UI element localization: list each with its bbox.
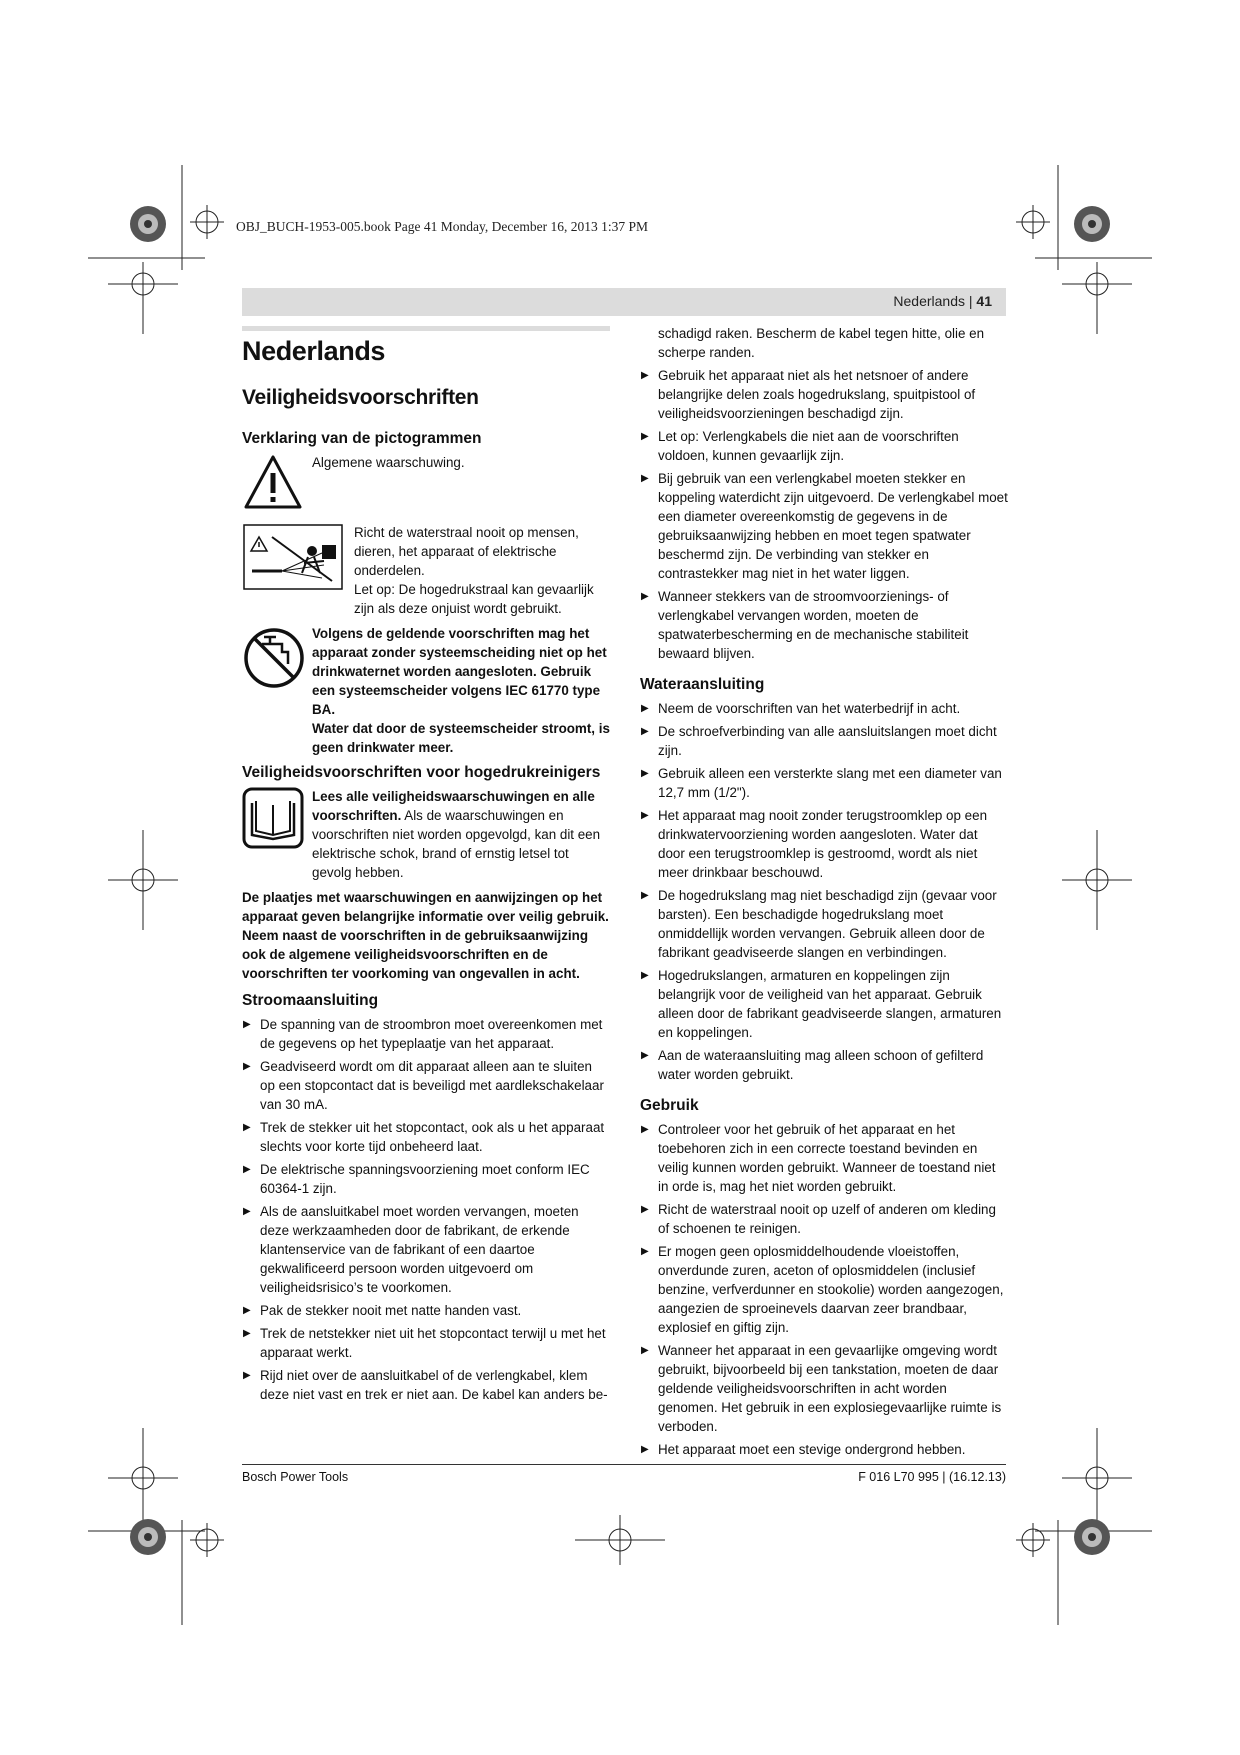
picto-text: Let op: De hogedrukstraal kan gevaarlijk zijn als deze onjuist wordt gebruikt. xyxy=(354,582,594,616)
water-list xyxy=(640,699,1008,1084)
paragraph: De plaatjes met waarschuwingen en aanwijzingen op het apparaat geven belangrijke informatie over veilig gebruik. xyxy=(242,890,609,924)
list-item: ▶ Er mogen geen oplosmiddelhoudende vloeistoffen, onverdunde zuren, aceton of oplosmiddelen (inclusief benzine, verfverdunner en stookolie) worden aangezogen, aangezien de sproeinevels daarvan zeer brandbaar, explosief en giftig zijn. xyxy=(640,1242,1008,1337)
list-item: ▶ Trek de netstekker niet uit het stopcontact terwijl u met het apparaat werkt. xyxy=(242,1324,610,1362)
power-list xyxy=(242,1015,610,1404)
book-slug: OBJ_BUCH-1953-005.book Page 41 Monday, December 16, 2013 1:37 PM xyxy=(236,219,648,234)
right-column xyxy=(640,324,1008,1463)
power-heading: Stroomaansluiting xyxy=(242,992,379,1009)
footer-rule xyxy=(242,1464,1006,1465)
no-drinking-water-icon xyxy=(242,624,312,757)
picto-text xyxy=(312,787,610,882)
water-heading: Wateraansluiting xyxy=(640,676,765,693)
footer-right: F 016 L70 995 | (16.12.13) xyxy=(858,1470,1006,1484)
list-item: ▶ Richt de waterstraal nooit op uzelf of anderen om kleding of schoenen te reinigen. xyxy=(640,1200,1008,1238)
pictograms-heading: Verklaring van de pictogrammen xyxy=(242,430,482,447)
picto-bold-text: Lees alle veiligheidswaarschuwingen en alle voorschriften. xyxy=(312,789,595,823)
pictogram-row xyxy=(242,523,610,618)
list-item: ▶ Pak de stekker nooit met natte handen vast. xyxy=(242,1301,610,1320)
header-bar xyxy=(242,288,1006,316)
list-item: ▶ Controleer voor het gebruik of het apparaat en het toebehoren zich in een correcte toestand bevinden en veilig kunnen worden gebruikt. Wanneer de toestand niet in orde is, mag het niet worden gebruikt. xyxy=(640,1120,1008,1196)
pictogram-row xyxy=(242,787,610,882)
use-heading: Gebruik xyxy=(640,1097,699,1114)
page-number: 41 xyxy=(976,293,992,309)
running-header xyxy=(893,293,992,309)
picto-text: Richt de waterstraal nooit op mensen, dieren, het apparaat of elektrische onderdelen. xyxy=(354,525,579,578)
list-item: ▶ De spanning van de stroombron moet overeenkomen met de gegevens op het typeplaatje van het apparaat. xyxy=(242,1015,610,1053)
list-item: ▶ Het apparaat mag nooit zonder terugstroomklep op een drinkwatervoorziening worden aangesloten. Water dat door een terugstroomklep is gestroomd, wordt als niet meer drinkbaar beschouwd. xyxy=(640,806,1008,882)
list-item: ▶ Rijd niet over de aansluitkabel of de verlengkabel, klem deze niet vast en trek er niet aan. De kabel kan anders be- xyxy=(242,1366,610,1404)
list-item: ▶ Let op: Verlengkabels die niet aan de voorschriften voldoen, kunnen gevaarlijk zijn. xyxy=(640,427,1008,465)
page-title: Nederlands xyxy=(242,336,386,366)
picto-regular-text: Als de waarschuwingen en voorschriften niet worden opgevolgd, kan dit een elektrische schok, brand of ernstig letsel tot gevolg hebben. xyxy=(312,808,601,880)
list-item: ▶ Bij gebruik van een verlengkabel moeten stekker en koppeling waterdicht zijn uitgevoerd. De verlengkabel moet een diameter overeenkomstig de gegevens in de gebruiksaanwijzing hebben en moet tegen spatwater beschermd zijn. De verbinding van stekker en contrastekker mag niet in het water liggen. xyxy=(640,469,1008,583)
list-item: ▶ Hogedrukslangen, armaturen en koppelingen zijn belangrijk voor de veiligheid van het apparaat. Gebruik alleen door de fabrikant geadviseerde slangen, armaturen en koppelingen. xyxy=(640,966,1008,1042)
left-column xyxy=(242,326,610,1408)
list-item: ▶ De schroefverbinding van alle aansluitslangen moet dicht zijn. xyxy=(640,722,1008,760)
list-item: ▶ Gebruik het apparaat niet als het netsnoer of andere belangrijke delen zoals hogedrukslang, spuitpistool of veiligheidsvoorzieningen beschadigd zijn. xyxy=(640,366,1008,423)
hp-safety-heading: Veiligheidsvoorschriften voor hogedrukreinigers xyxy=(242,764,601,781)
list-item: ▶ Aan de wateraansluiting mag alleen schoon of gefilterd water worden gebruikt. xyxy=(640,1046,1008,1084)
section-title: Veiligheidsvoorschriften xyxy=(242,386,479,409)
warning-triangle-icon xyxy=(242,453,312,517)
list-item: ▶ Als de aansluitkabel moet worden vervangen, moeten deze werkzaamheden door de fabrikant, de erkende klantenservice van de fabrikant of een daartoe gekwalificeerd persoon worden uitgevoerd om veiligheidsrisico’s te voorkomen. xyxy=(242,1202,610,1297)
picto-text: Volgens de geldende voorschriften mag het apparaat zonder systeemscheiding niet op het drinkwaternet worden aangesloten. Gebruik een systeemscheider volgens IEC 61770 type BA. xyxy=(312,626,607,717)
list-item: ▶ Het apparaat moet een stevige ondergrond hebben. xyxy=(640,1440,1008,1459)
pictogram-row xyxy=(242,453,610,517)
continued-text: schadigd raken. Bescherm de kabel tegen hitte, olie en scherpe randen. xyxy=(658,326,985,360)
power-list-continued xyxy=(640,366,1008,663)
list-item: ▶ Wanneer stekkers van de stroomvoorzienings- of verlengkabel vervangen worden, moeten de spatwaterbescherming en de mechanische stabiliteit bewaard blijven. xyxy=(640,587,1008,663)
list-item: ▶ De hogedrukslang mag niet beschadigd zijn (gevaar voor barsten). Een beschadigde hogedrukslang moet onmiddellijk worden vervangen. Gebruik alleen door de fabrikant geadviseerde slangen en verbindingen. xyxy=(640,886,1008,962)
list-item: ▶ Geadviseerd wordt om dit apparaat alleen aan te sluiten op een stopcontact dat is beveiligd met aardlekschakelaar van 30 mA. xyxy=(242,1057,610,1114)
column-top-rule xyxy=(242,326,610,331)
pictogram-row xyxy=(242,624,610,757)
footer-left: Bosch Power Tools xyxy=(242,1470,349,1484)
list-item: ▶ Neem de voorschriften van het waterbedrijf in acht. xyxy=(640,699,1008,718)
picto-text: Water dat door de systeemscheider stroomt, is geen drinkwater meer. xyxy=(312,721,610,755)
use-list xyxy=(640,1120,1008,1459)
paragraph: Neem naast de voorschriften in de gebruiksaanwijzing ook de algemene veiligheidsvoorschriften en de voorschriften ter voorkoming van ongevallen in acht. xyxy=(242,928,589,981)
list-item: ▶ Trek de stekker uit het stopcontact, ook als u het apparaat slechts voor korte tijd onbeheerd laat. xyxy=(242,1118,610,1156)
header-language: Nederlands xyxy=(893,293,965,309)
list-item: ▶ Gebruik alleen een versterkte slang met een diameter van 12,7 mm (1/2"). xyxy=(640,764,1008,802)
read-manual-icon xyxy=(242,787,312,882)
header-separator: | xyxy=(968,293,973,309)
picto-text: Algemene waarschuwing. xyxy=(312,455,465,470)
water-jet-warning-icon xyxy=(242,523,354,618)
list-item: ▶ Wanneer het apparaat in een gevaarlijke omgeving wordt gebruikt, bijvoorbeeld bij een tankstation, moeten de daar geldende veiligheidsvoorschriften in acht worden genomen. Het gebruik in een explosiegevaarlijke ruimte is verboden. xyxy=(640,1341,1008,1436)
list-item: ▶ De elektrische spanningsvoorziening moet conform IEC 60364-1 zijn. xyxy=(242,1160,610,1198)
